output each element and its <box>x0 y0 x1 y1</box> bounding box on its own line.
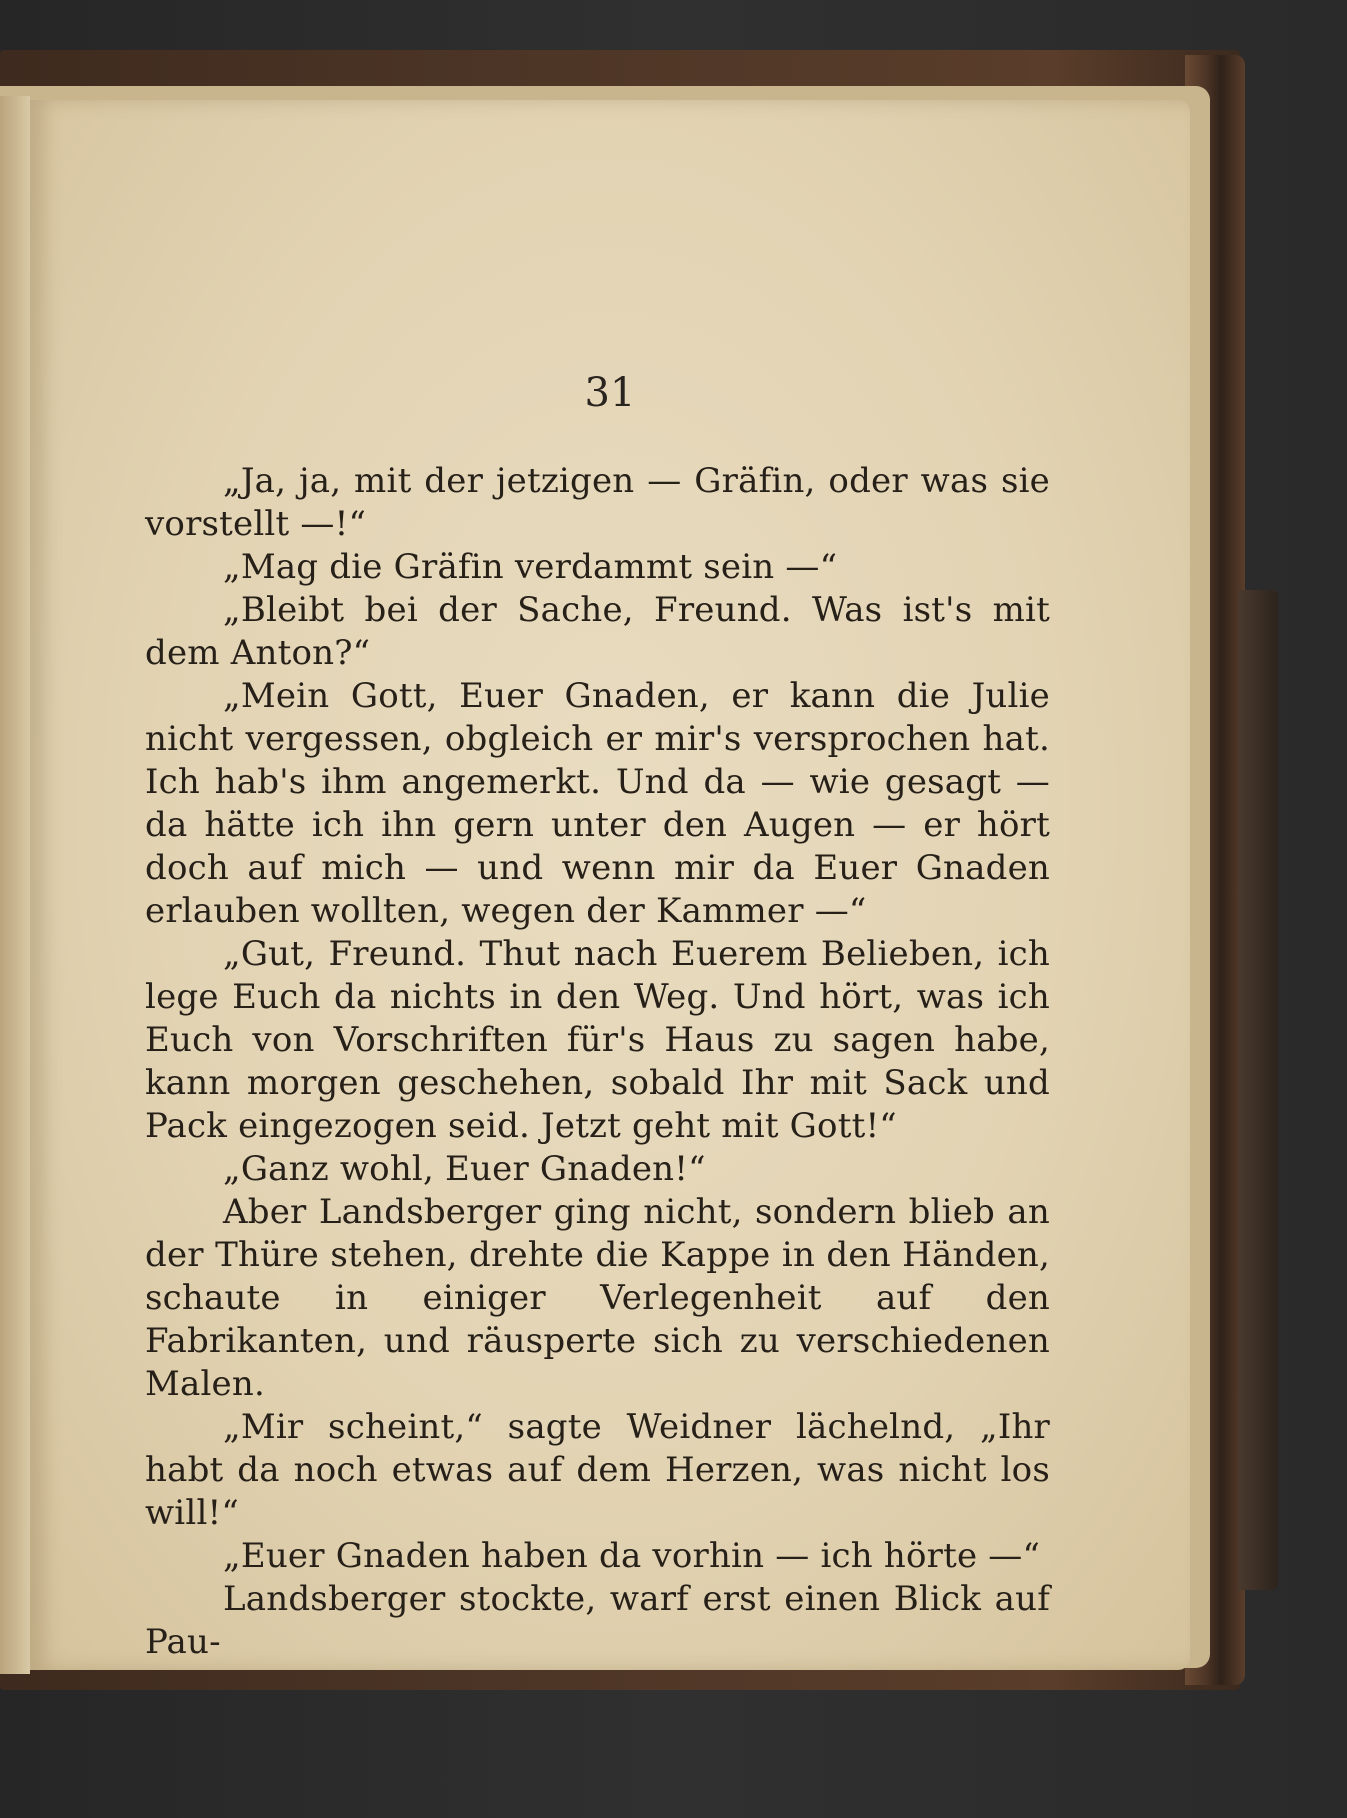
book-page <box>30 100 1190 1670</box>
paragraph: „Mag die Gräfin verdammt sein —“ <box>223 547 838 587</box>
left-page-edge <box>0 96 30 1674</box>
paragraph: „Mir scheint,“ sagte Weidner lächelnd, „Ihr habt da noch etwas auf dem Herzen, was nicht los will!“ <box>145 1407 1050 1533</box>
bookmark-tab <box>1238 590 1278 1590</box>
paragraph: „Ganz wohl, Euer Gnaden!“ <box>223 1149 706 1189</box>
paragraph: „Mein Gott, Euer Gnaden, er kann die Julie nicht vergessen, obgleich er mir's versprochen hat. Ich hab's ihm angemerkt. Und da — wie gesagt — da hätte ich ihn gern unter den Augen — er hört doch auf mich — und wenn mir da Euer Gnaden erlauben wollten, wegen der Kammer —“ <box>145 676 1050 931</box>
paragraph: Landsberger stockte, warf erst einen Blick auf Pau- <box>145 1579 1050 1662</box>
page-number: 31 <box>584 370 636 416</box>
paragraph: Aber Landsberger ging nicht, sondern blieb an der Thüre stehen, drehte die Kappe in den Händen, schaute in einiger Verlegenheit auf den Fabrikanten, und räusperte sich zu verschiedenen Malen. <box>145 1192 1050 1404</box>
paragraph: „Bleibt bei der Sache, Freund. Was ist's mit dem Anton?“ <box>145 590 1050 673</box>
paragraph: „Euer Gnaden haben da vorhin — ich hörte —“ <box>223 1536 1041 1576</box>
paragraph: „Ja, ja, mit der jetzigen — Gräfin, oder was sie vorstellt —!“ <box>145 461 1050 544</box>
paragraph: „Gut, Freund. Thut nach Euerem Belieben, ich lege Euch da nichts in den Weg. Und hört, was ich Euch von Vorschriften für's Haus zu sagen habe, kann morgen geschehen, sobald Ihr mit Sack und Pack eingezogen seid. Jetzt geht mit Gott!“ <box>145 934 1050 1146</box>
page-text <box>145 460 1050 1664</box>
